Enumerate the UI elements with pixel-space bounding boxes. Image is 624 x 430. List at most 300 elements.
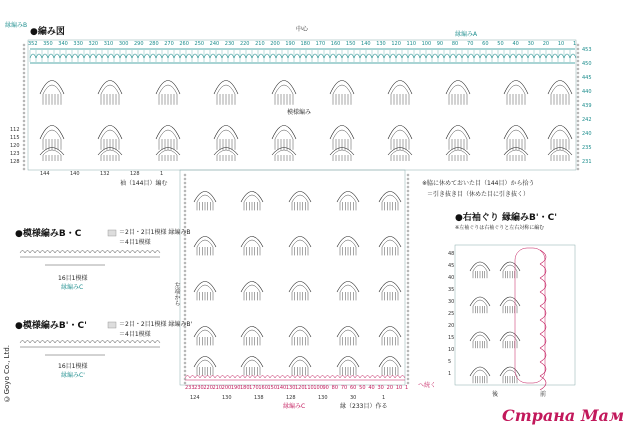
motif-inner-arch [382,240,398,247]
lower-right-stitch [407,306,409,308]
teal-arc [318,54,324,58]
teal-arc [480,54,486,58]
pink-arc [340,376,345,379]
motif [272,81,296,105]
motif [194,192,216,211]
motif [272,126,296,150]
mini-arc [135,341,140,344]
motif-arch [470,367,490,376]
lower-column-stitch [184,358,186,360]
lower-column-stitch [184,306,186,308]
mini-arc [80,251,85,254]
mini-arc [95,251,100,254]
left-column-stitch [23,48,25,50]
lower-right-stitch [407,246,409,248]
bottom-number: 190 [230,385,241,391]
motif [241,282,263,301]
lower-column-stitch [184,278,186,280]
lower-column-stitch [184,354,186,356]
pink-arc [285,376,290,379]
lower-column-stitch [184,374,186,376]
note-2: ＝引き抜き目（休めた目に引き抜く） [427,191,530,198]
mini-arc [40,341,45,344]
lower-right-stitch [407,218,409,220]
mini-arc [145,251,150,254]
right-column-stitch [577,48,579,50]
left-column-stitch [23,112,25,114]
top-number: 140 [361,41,371,47]
teal-arc [444,54,450,58]
motif-arch [272,81,296,95]
top-number: 10 [557,41,565,47]
left-column-stitch [23,80,25,82]
pink-arc [195,376,200,379]
top-number: 50 [497,41,504,47]
lower-right-stitch [407,330,409,332]
lower-right-stitch [407,302,409,304]
motif [379,282,401,301]
lower-column-stitch [184,238,186,240]
legend-swatch-2 [108,322,116,328]
lower-column-stitch [184,202,186,204]
top-number: 220 [239,41,250,47]
right-column-stitch [577,72,579,74]
bottom-number: 210 [212,385,223,391]
right-column-stitch [577,44,579,46]
left-column-stitch [23,136,25,138]
left-column-stitch [23,96,25,98]
motif-arch [470,262,490,271]
right-number: 450 [582,61,592,67]
motif-inner-arch [275,130,293,139]
motif-arch [289,237,311,248]
motif [289,327,311,346]
motif [289,237,311,256]
teal-arc [120,54,126,58]
motif-arch [470,332,490,341]
mini-arc [55,251,60,254]
bottom-number: 160 [258,385,268,391]
right-note: へ続く [418,382,437,389]
top-number: 100 [421,41,432,47]
row-number: 1 [160,171,164,177]
lower-column-stitch [184,290,186,292]
left-column-stitch [23,168,25,170]
mini-arc [25,341,30,344]
bottom-number: 10 [395,385,403,391]
left-column-stitch [23,104,25,106]
teal-arc [360,54,366,58]
motif [446,81,470,105]
right-column-stitch [577,148,579,150]
pink-arc [320,376,325,379]
teal-arc [90,54,96,58]
right-number: 231 [582,159,592,165]
bottom-number: 230 [194,385,204,391]
pink-arc [295,376,300,379]
right-column-stitch [577,124,579,126]
teal-arc [342,54,348,58]
mini-arc [125,251,130,254]
teal-arc [306,54,312,58]
mini-arc [110,251,115,254]
motif [337,327,359,346]
teal-arc [420,54,426,58]
motif [500,367,520,383]
pink-arc [250,376,255,379]
bottom-number: 130 [285,385,296,391]
motif-inner-arch [449,85,467,94]
motif [379,237,401,256]
pink-arc [305,376,310,379]
bottom-number: 200 [221,385,232,391]
motif-arch [548,81,572,95]
patternB2-caption1: 16目1模様 [58,363,88,370]
lower-right-stitch [407,318,409,320]
motif-arch [548,126,572,140]
left-column-stitch [23,144,25,146]
teal-arc [42,54,48,58]
pink-arc [270,376,275,379]
pink-arc [325,376,330,379]
right-column-stitch [577,56,579,58]
lower-right-stitch [407,210,409,212]
motif-arch [194,327,216,338]
lower-column-stitch [184,286,186,288]
left-top-label: 縁編みB [5,22,28,29]
side-label: 左端から [173,282,180,306]
motif-inner-arch [340,285,356,292]
motif-inner-arch [507,130,525,139]
motif-inner-arch [217,150,235,155]
sleeve-number: 48 [448,251,455,257]
mini-arc [20,251,25,254]
motif-arch [289,192,311,203]
motif-arch [40,81,64,95]
top-number: 70 [467,41,474,47]
mini-arc [140,341,145,344]
motif [194,282,216,301]
teal-arc [78,54,84,58]
motif [379,192,401,211]
top-number: 110 [406,41,417,47]
mini-chart-layer [20,251,160,356]
motif-inner-arch [217,130,235,139]
motif-inner-arch [197,285,213,292]
right-column-stitch [577,80,579,82]
motif [470,262,490,278]
motif [194,327,216,346]
right-column-stitch [577,104,579,106]
motif-arch [272,126,296,140]
top-number: 320 [88,41,99,47]
teal-arc [48,54,54,58]
right-column-stitch [577,76,579,78]
teal-arc [72,54,78,58]
lower-column-stitch [184,174,186,176]
teal-arc [156,54,162,58]
teal-arc [180,54,186,58]
pink-arc [345,376,350,379]
lower-right-stitch [407,234,409,236]
lower-right-stitch [407,358,409,360]
bottom-number-2: 138 [254,395,264,401]
lower-right-stitch [407,262,409,264]
top-number: 30 [527,41,534,47]
pink-arc [360,376,365,379]
mini-arc [65,251,70,254]
teal-arc [144,54,150,58]
top-number: 80 [451,41,459,47]
lower-right-stitch [407,254,409,256]
teal-arc [372,54,378,58]
top-number: 200 [270,41,280,47]
top-number: 160 [330,41,341,47]
right-column-stitch [577,112,579,114]
teal-arc [264,54,270,58]
lower-right-stitch [407,322,409,324]
top-number: 240 [209,41,220,47]
motif-arch [500,332,520,341]
teal-arc [66,54,72,58]
lower-column-stitch [184,206,186,208]
pink-arc [200,376,205,379]
motif-inner-arch [340,330,356,337]
motif [214,81,238,105]
motif [500,332,520,348]
motif-arch [470,297,490,306]
teal-arc [30,54,36,58]
right-column-stitch [577,160,579,162]
motif-arch [194,357,216,368]
teal-arc [366,54,372,58]
teal-arc [132,54,138,58]
motif-inner-arch [551,150,569,155]
lower-right-stitch [407,190,409,192]
pink-arc [220,376,225,379]
teal-arc [258,54,264,58]
left-column-stitch [23,120,25,122]
motif [470,297,490,313]
legend-swatch-1 [108,230,116,236]
lower-column-stitch [184,246,186,248]
lower-column-stitch [184,338,186,340]
sleeve-number: 20 [448,323,455,329]
motif [40,126,64,150]
teal-arc [102,54,108,58]
lower-column-stitch [184,298,186,300]
pink-arc [230,376,235,379]
lower-right-stitch [407,290,409,292]
lower-column-stitch [184,218,186,220]
mini-arc [120,251,125,254]
motif [194,357,216,376]
motif [241,357,263,376]
mini-arc [130,251,135,254]
motif-inner-arch [507,85,525,94]
motif-inner-arch [197,360,213,367]
motif [241,237,263,256]
teal-arc [456,54,462,58]
lower-right-stitch [407,174,409,176]
motif-arch [40,126,64,140]
patternB-caption1: 16目1模様 [58,275,88,282]
teal-arc [498,54,504,58]
lower-column-stitch [184,266,186,268]
lower-column-stitch [184,314,186,316]
motif-arch [194,282,216,293]
right-column-stitch [577,156,579,158]
pink-arc [255,376,260,379]
patternB2-caption2: 縁編みC' [61,372,85,379]
teal-arc [564,54,570,58]
right-column-stitch [577,100,579,102]
lower-column-stitch [184,270,186,272]
lower-right-stitch [407,206,409,208]
right-column-stitch [577,116,579,118]
motif-inner-arch [449,150,467,155]
sleeve-number: 25 [448,311,455,317]
lower-right-stitch [407,374,409,376]
teal-arc [312,54,318,58]
motif-arch [241,192,263,203]
right-column-stitch [577,60,579,62]
bottom-number: 30 [377,385,384,391]
note-1: ※脇に休めておいた目（144目）から拾う [422,180,535,187]
motif [548,81,572,105]
lower-column-stitch [184,182,186,184]
lower-column-stitch [184,370,186,372]
right-number: 242 [582,117,592,123]
motif-arch [504,126,528,140]
right-column-stitch [577,108,579,110]
teal-arc [276,54,282,58]
motif-inner-arch [391,85,409,94]
left-number: 115 [10,135,20,141]
mini-arc [20,341,25,344]
patternB2-title: ●模様編みB'・C' [15,321,87,331]
motif-arch [379,192,401,203]
left-column-stitch [23,108,25,110]
motif-inner-arch [391,150,409,155]
motif-arch [156,126,180,140]
right-column-stitch [577,136,579,138]
teal-arc [60,54,66,58]
lower-right-stitch [407,314,409,316]
left-column-stitch [23,164,25,166]
left-number: 120 [10,143,20,149]
motif [40,81,64,105]
left-column-stitch [23,156,25,158]
center-mark: 中心 [296,26,309,33]
right-column-stitch [577,120,579,122]
motif-inner-arch [217,85,235,94]
right-column-stitch [577,164,579,166]
motif-arch [500,297,520,306]
bottom-number-2: 1 [382,395,386,401]
motif-inner-arch [197,330,213,337]
sleeve-outline [515,248,545,383]
main-title: ●編み図 [30,27,65,37]
motif-arch [337,357,359,368]
mini-arc [45,341,50,344]
motif-inner-arch [551,85,569,94]
mini-arc [30,251,35,254]
top-number: 260 [179,41,189,47]
teal-arc [390,54,396,58]
mini-arc [55,341,60,344]
pink-arc [355,376,360,379]
top-number: 210 [255,41,265,47]
motif-inner-arch [333,130,351,139]
lower-right-stitch [407,182,409,184]
motif [337,237,359,256]
teal-arc [432,54,438,58]
watermark: Страна Мам [502,406,624,425]
mini-arc [65,341,70,344]
motif-arch [289,357,311,368]
top-number: 60 [482,41,489,47]
right-column-stitch [577,92,579,94]
top-number: 300 [118,41,129,47]
bottom-number-2: 130 [222,395,232,401]
left-column-stitch [23,140,25,142]
pink-arc [335,376,340,379]
motif [388,126,412,150]
lower-right-stitch [407,362,409,364]
left-column-stitch [23,124,25,126]
pink-arc [235,376,240,379]
right-column-stitch [577,128,579,130]
lower-right-stitch [407,250,409,252]
motif-inner-arch [292,330,308,337]
motif-arch [337,192,359,203]
motif [156,126,180,150]
motif-inner-arch [391,130,409,139]
lower-right-stitch [407,222,409,224]
pink-arc [365,376,370,379]
left-column-stitch [23,72,25,74]
pink-arc [395,376,400,379]
lower-right-stitch [407,346,409,348]
motif-arch [214,126,238,140]
mini-arc [105,251,110,254]
mini-arc [105,341,110,344]
motif [337,192,359,211]
motif [289,357,311,376]
motif-arch [194,237,216,248]
motif-inner-arch [43,150,61,155]
top-number: 270 [164,41,174,47]
lower-right-stitch [407,274,409,276]
top-number: 280 [149,41,159,47]
mid-label: 模様編み [287,109,312,116]
pink-arc [310,376,315,379]
motif-arch [337,282,359,293]
pink-arc [260,376,265,379]
motif-arch [98,126,122,140]
motif [330,81,354,105]
lower-column-stitch [184,362,186,364]
pink-arc [275,376,280,379]
left-column-stitch [23,68,25,70]
mini-arc [145,341,150,344]
teal-arc [546,54,552,58]
motif-arch [241,327,263,338]
right-column-stitch [577,140,579,142]
teal-arc [162,54,168,58]
teal-arc [150,54,156,58]
